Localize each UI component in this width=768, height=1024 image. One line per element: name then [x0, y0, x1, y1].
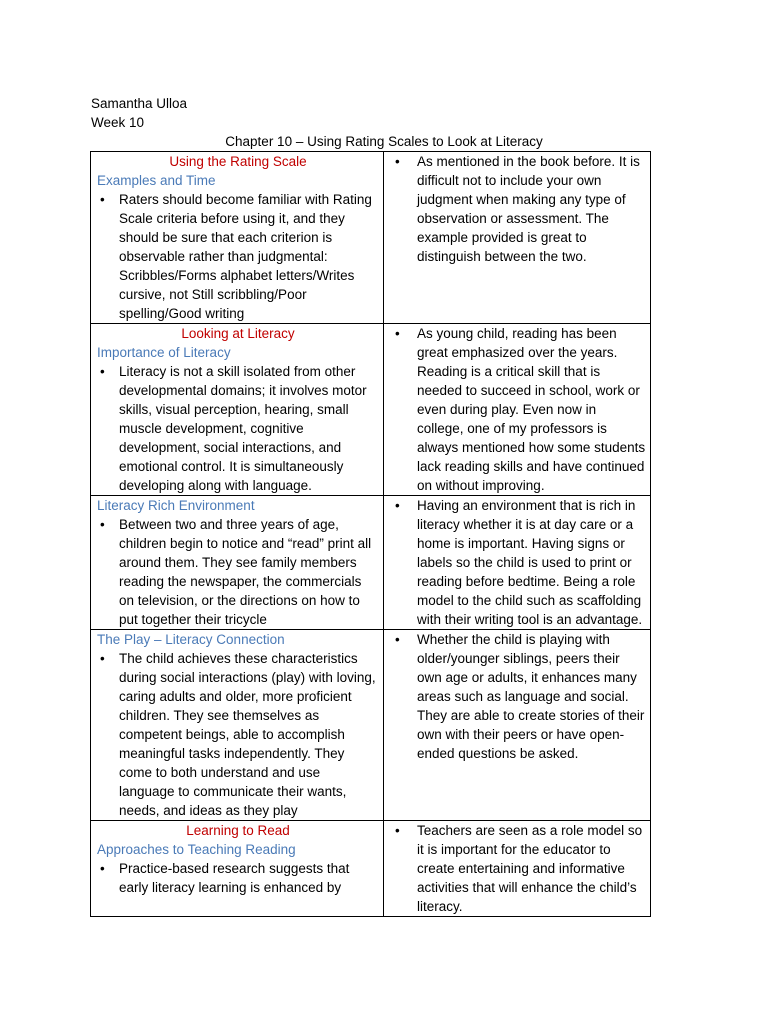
bullet-item: • Between two and three years of age, children begin to notice and “read” print all around them. They see family members reading the newspaper, the commercials on television, or the directions on how to put together their tricycle	[97, 515, 379, 629]
author-name: Samantha Ulloa	[91, 96, 188, 111]
bullet-item: • Practice-based research suggests that early literacy learning is enhanced by	[97, 859, 379, 897]
right-cell	[384, 821, 651, 917]
table-row	[91, 152, 651, 324]
document-title: Chapter 10 – Using Rating Scales to Look at Literacy	[225, 134, 543, 149]
bullet-item: • Whether the child is playing with older/younger siblings, peers their own age or adults, it enhances many areas such as language and social. They are able to create stories of their own with their peers or have open-ended questions be asked.	[390, 630, 646, 763]
subheading: Approaches to Teaching Reading	[97, 842, 296, 857]
left-cell	[91, 324, 384, 496]
left-cell	[91, 821, 384, 917]
bullet-item: • As mentioned in the book before. It is difficult not to include your own judgment when making any type of observation or assessment. The example provided is great to distinguish between the two.	[390, 152, 646, 266]
week-label: Week 10	[91, 115, 145, 130]
left-cell	[91, 496, 384, 630]
table-row	[91, 496, 651, 630]
right-cell	[384, 630, 651, 821]
subheading: Examples and Time	[97, 173, 216, 188]
notes-table	[90, 151, 651, 917]
section-heading: Learning to Read	[186, 823, 290, 838]
right-cell	[384, 496, 651, 630]
bullet-item: • The child achieves these characteristics during social interactions (play) with loving, caring adults and older, more proficient children. They see themselves as competent beings, able to accomplish meaningful tasks independently. They come to both understand and use language to communicate their wants, needs, and ideas as they play	[97, 649, 379, 820]
subheading: The Play – Literacy Connection	[97, 632, 285, 647]
section-heading: Using the Rating Scale	[169, 154, 307, 169]
left-cell	[91, 630, 384, 821]
bullet-item: • Having an environment that is rich in literacy whether it is at day care or a home is important. Having signs or labels so the child is used to print or reading before bedtime. Being a role model to the child such as scaffolding with their writing tool is an advantage.	[390, 496, 646, 629]
table-row	[91, 324, 651, 496]
bullet-item: • Teachers are seen as a role model so it is important for the educator to create entertaining and informative activities that will enhance the child’s literacy.	[390, 821, 646, 916]
bullet-item: • As young child, reading has been great emphasized over the years. Reading is a critical skill that is needed to succeed in school, work or even during play. Even now in college, one of my professors is always mentioned how some students lack reading skills and have continued on without improving.	[390, 324, 646, 495]
right-cell	[384, 152, 651, 324]
left-cell	[91, 152, 384, 324]
section-heading: Looking at Literacy	[181, 326, 295, 341]
bullet-item: • Raters should become familiar with Rating Scale criteria before using it, and they should be sure that each criterion is observable rather than judgmental: Scribbles/Forms alphabet letters/Writes cursive, not Still scribbling/Poor spelling/Good writing	[97, 190, 379, 323]
subheading: Literacy Rich Environment	[97, 498, 255, 513]
table-row	[91, 630, 651, 821]
subheading: Importance of Literacy	[97, 345, 231, 360]
bullet-item: • Literacy is not a skill isolated from other developmental domains; it involves motor skills, visual perception, hearing, small muscle development, cognitive development, social interactions, and emotional control. It is simultaneously developing along with language.	[97, 362, 379, 495]
table-row	[91, 821, 651, 917]
right-cell	[384, 324, 651, 496]
